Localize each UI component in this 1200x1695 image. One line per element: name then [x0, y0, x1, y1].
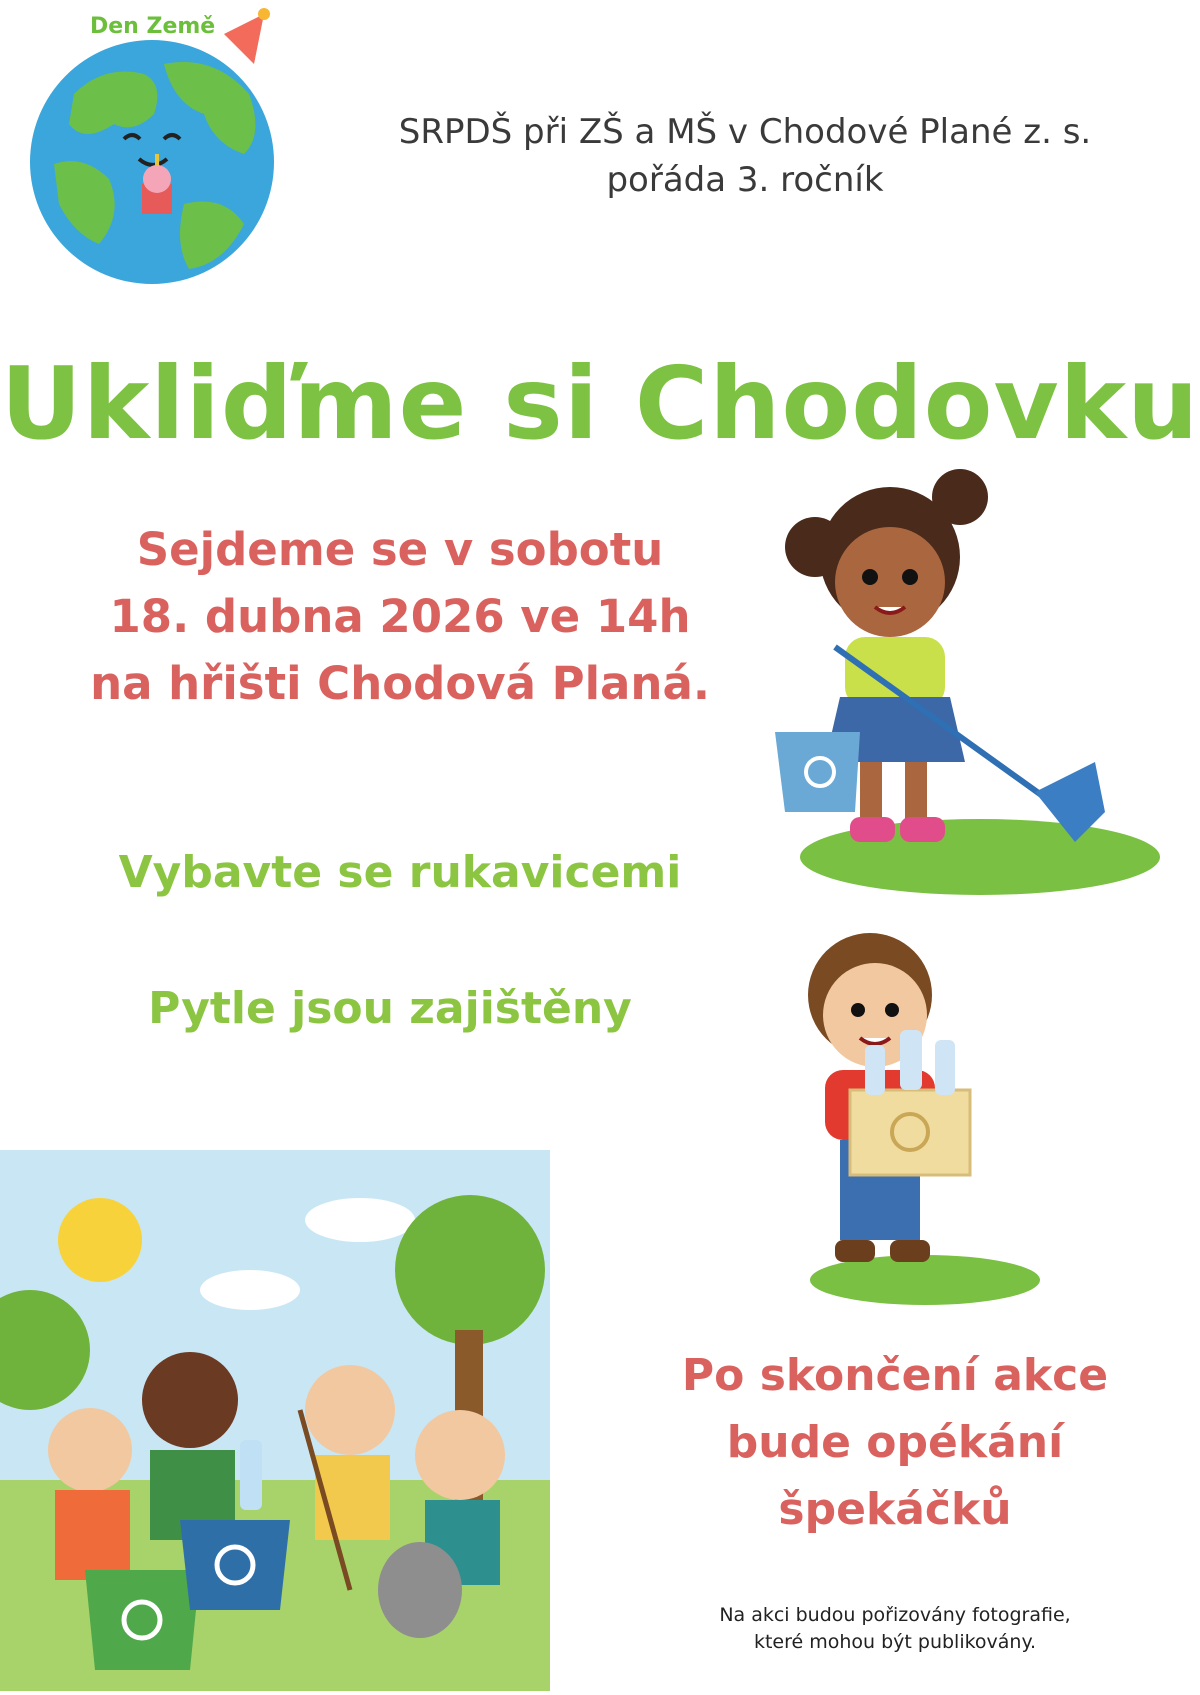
organizer-line-1: SRPDŠ při ZŠ a MŠ v Chodové Plané z. s. — [398, 112, 1092, 152]
kids-cleanup-scene-illustration — [0, 1150, 550, 1691]
photo-note-line-1: Na akci budou pořizovány fotografie, — [719, 1604, 1071, 1626]
bags-note: Pytle jsou zajištěny — [148, 983, 632, 1034]
logo-title: Den Země — [90, 14, 216, 39]
organizer-line-2: pořáda 3. ročník — [606, 160, 884, 200]
girl-cleaning-illustration — [775, 462, 1165, 902]
boy-recycling-illustration — [790, 920, 1040, 1310]
after-event-info — [640, 1342, 1150, 1543]
photo-consent-note — [640, 1602, 1150, 1656]
gloves-note: Vybavte se rukavicemi — [118, 847, 682, 898]
organizer-text — [330, 108, 1160, 204]
meeting-line-1: Sejdeme se v sobotu — [136, 523, 664, 576]
event-title: Ukliďme si Chodovku — [0, 345, 1200, 462]
meeting-info — [60, 516, 740, 717]
photo-note-line-2: které mohou být publikovány. — [753, 1631, 1037, 1653]
after-event-line-3: špekáčků — [778, 1484, 1012, 1535]
after-event-line-1: Po skončení akce — [681, 1350, 1109, 1401]
meeting-line-2: 18. dubna 2026 ve 14h — [109, 590, 691, 643]
after-event-line-2: bude opékání — [726, 1417, 1064, 1468]
meeting-line-3: na hřišti Chodová Planá. — [90, 657, 710, 710]
earth-day-logo — [14, 4, 284, 300]
